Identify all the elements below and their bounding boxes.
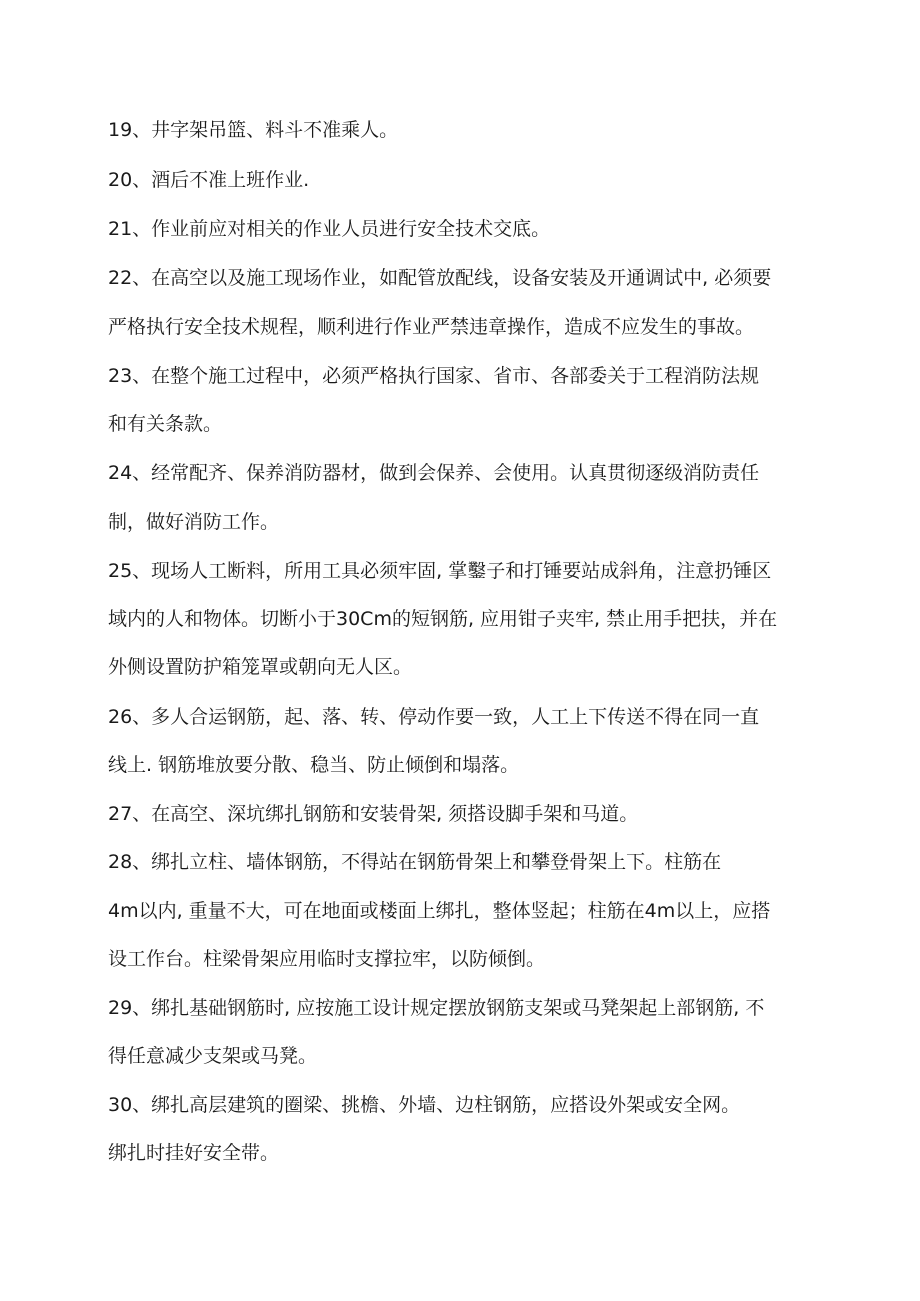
rule-21-line-1: 21、作业前应对相关的作业人员进行安全技术交底。 — [108, 218, 551, 240]
rule-23-line-1: 23、在整个施工过程中，必须严格执行国家、省市、各部委关于工程消防法规 — [108, 365, 760, 387]
rule-29-line-2: 得任意减少支架或马凳。 — [108, 1045, 318, 1067]
rule-30-line-1: 30、绑扎高层建筑的圈梁、挑檐、外墙、边柱钢筋，应搭设外架或安全网。 — [108, 1094, 741, 1116]
rule-19-line-1: 19、井字架吊篮、料斗不准乘人。 — [108, 119, 399, 141]
rule-23-line-2: 和有关条款。 — [108, 413, 223, 435]
rule-30-line-2: 绑扎时挂好安全带。 — [108, 1142, 280, 1164]
rule-24-line-1: 24、经常配齐、保养消防器材，做到会保养、会使用。认真贯彻逐级消防责任 — [108, 462, 760, 484]
rule-29-line-1: 29、绑扎基础钢筋时, 应按施工设计规定摆放钢筋支架或马凳架起上部钢筋, 不 — [108, 997, 765, 1019]
rule-26-line-2: 线上. 钢筋堆放要分散、稳当、防止倾倒和塌落。 — [108, 754, 520, 776]
rule-22-line-1: 22、在高空以及施工现场作业，如配管放配线，设备安装及开通调试中, 必须要 — [108, 267, 772, 289]
rule-24-line-2: 制，做好消防工作。 — [108, 511, 280, 533]
rule-27-line-1: 27、在高空、深坑绑扎钢筋和安装骨架, 须搭设脚手架和马道。 — [108, 803, 639, 825]
rule-25-line-3: 外侧设置防护箱笼罩或朝向无人区。 — [108, 656, 413, 678]
rule-28-line-3: 设工作台。柱梁骨架应用临时支撑拉牢，以防倾倒。 — [108, 948, 546, 970]
rule-28-line-1: 28、绑扎立柱、墙体钢筋，不得站在钢筋骨架上和攀登骨架上下。柱筋在 — [108, 851, 722, 873]
rule-25-line-2: 域内的人和物体。切断小于30Cm的短钢筋, 应用钳子夹牢, 禁止用手把扶，并在 — [108, 608, 778, 630]
rule-26-line-1: 26、多人合运钢筋，起、落、转、停动作要一致，人工上下传送不得在同一直 — [108, 706, 760, 728]
rule-20-line-1: 20、酒后不准上班作业. — [108, 169, 310, 191]
rule-22-line-2: 严格执行安全技术规程，顺利进行作业严禁违章操作，造成不应发生的事故。 — [108, 316, 755, 338]
rule-28-line-2: 4m以内, 重量不大，可在地面或楼面上绑扎，整体竖起；柱筋在4m以上，应搭 — [108, 900, 771, 922]
rule-25-line-1: 25、现场人工断料，所用工具必须牢固, 掌鑿子和打锤要站成斜角，注意扔锤区 — [108, 560, 772, 582]
